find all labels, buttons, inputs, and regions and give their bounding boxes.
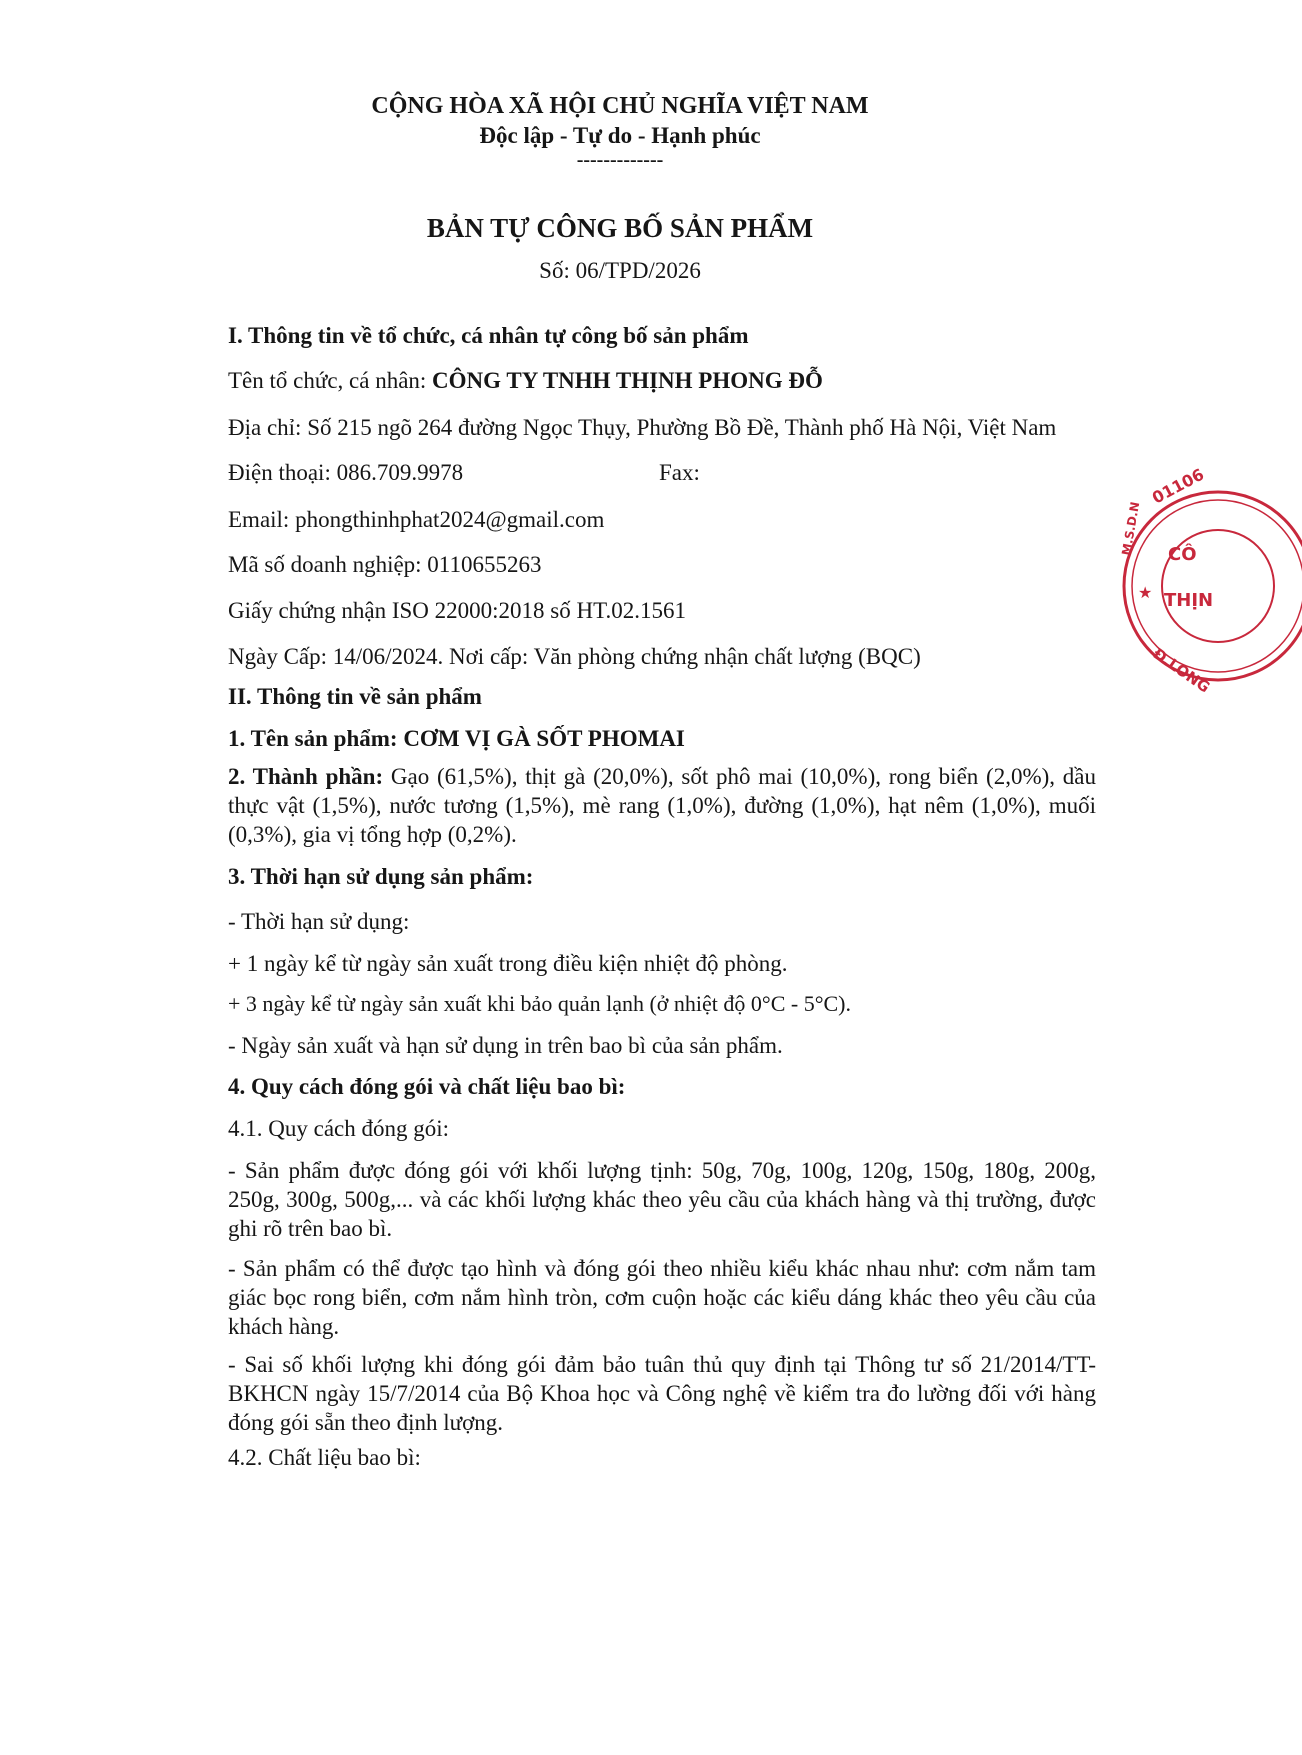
svg-text:THỊN: THỊN: [1164, 590, 1214, 611]
org-name: CÔNG TY TNHH THỊNH PHONG ĐỖ: [432, 368, 823, 393]
shelf-life-cold: + 3 ngày kể từ ngày sản xuất khi bảo quản lạnh (ở nhiệt độ 0°C - 5°C).: [228, 991, 852, 1016]
issue-line: Ngày Cấp: 14/06/2024. Nơi cấp: Văn phòng chứng nhận chất lượng (BQC): [228, 644, 921, 669]
shelf-life-note: - Ngày sản xuất và hạn sử dụng in trên bao bì của sản phẩm.: [228, 1033, 783, 1058]
org-name-line: [228, 369, 823, 392]
packaging-heading: 4. Quy cách đóng gói và chất liệu bao bì:: [228, 1074, 626, 1099]
ingredients-label: 2. Thành phần:: [228, 764, 384, 789]
address-line: Địa chỉ: Số 215 ngõ 264 đường Ngọc Thụy, Phường Bồ Đề, Thành phố Hà Nội, Việt Nam: [228, 415, 1057, 440]
svg-text:Đ.LONG: Đ.LONG: [1149, 644, 1214, 697]
iso-line: Giấy chứng nhận ISO 22000:2018 số HT.02.1561: [228, 598, 686, 623]
org-name-label: Tên tổ chức, cá nhân:: [228, 368, 433, 393]
svg-text:01106: 01106: [1148, 464, 1208, 508]
tax-code-line: Mã số doanh nghiệp: 0110655263: [228, 552, 542, 577]
ingredients-text: Gạo (61,5%), thịt gà (20,0%), sốt phô mai (10,0%), rong biển (2,0%), dầu thực vật (1,5%), nước tương (1,5%), mè rang (1,0%), đường (1,0%), hạt nêm (1,0%), muối (0,3%), gia vị tổng hợp (0,2%).: [228, 764, 1096, 847]
shelf-life-intro: - Thời hạn sử dụng:: [228, 909, 410, 934]
svg-text:M.S.D.N: M.S.D.N: [1119, 500, 1143, 557]
section2-heading: II. Thông tin về sản phẩm: [228, 684, 482, 709]
company-seal: [1119, 464, 1214, 697]
fax-line: Fax:: [659, 460, 700, 485]
document-number: Số: 06/TPD/2026: [539, 258, 701, 283]
svg-text:★: ★: [1138, 583, 1153, 602]
document-title: BẢN TỰ CÔNG BỐ SẢN PHẨM: [426, 213, 814, 243]
packaging-material-subheading: 4.2. Chất liệu bao bì:: [228, 1445, 421, 1470]
packaging-subheading: 4.1. Quy cách đóng gói:: [228, 1116, 450, 1141]
product-name-line: 1. Tên sản phẩm: CƠM VỊ GÀ SỐT PHOMAI: [228, 726, 685, 751]
packaging-shapes: - Sản phẩm có thể được tạo hình và đóng gói theo nhiều kiểu khác nhau như: cơm nắm tam giác bọc rong biển, cơm nắm hình tròn, cơm cuộn hoặc các kiểu dáng khác theo yêu cầu của khách hàng.: [228, 1256, 1096, 1339]
seal-graphic: [1119, 464, 1302, 697]
svg-text:CÔ: CÔ: [1168, 544, 1197, 565]
section1-heading: I. Thông tin về tổ chức, cá nhân tự công bố sản phẩm: [228, 323, 749, 348]
country-heading: CỘNG HÒA XÃ HỘI CHỦ NGHĨA VIỆT NAM: [371, 93, 869, 119]
national-motto: Độc lập - Tự do - Hạnh phúc: [479, 123, 761, 148]
packaging-tolerance: - Sai số khối lượng khi đóng gói đảm bảo tuân thủ quy định tại Thông tư số 21/2014/TT-BKHCN ngày 15/7/2014 của Bộ Khoa học và Công nghệ về kiểm tra đo lường đối với hàng đóng gói sẵn theo định lượng.: [228, 1352, 1096, 1435]
shelf-life-room: + 1 ngày kể từ ngày sản xuất trong điều kiện nhiệt độ phòng.: [228, 951, 788, 976]
ingredients-paragraph: [228, 762, 1096, 849]
phone-line: Điện thoại: 086.709.9978: [228, 460, 464, 485]
email-line: Email: phongthinhphat2024@gmail.com: [228, 507, 605, 532]
packaging-weights: - Sản phẩm được đóng gói với khối lượng tịnh: 50g, 70g, 100g, 120g, 150g, 180g, 200g, 250g, 300g, 500g,... và các khối lượng khác theo yêu cầu của khách hàng và thị trường, được ghi rõ trên bao bì.: [228, 1158, 1096, 1241]
header-divider: -------------: [576, 149, 664, 171]
shelf-life-heading: 3. Thời hạn sử dụng sản phẩm:: [228, 864, 534, 889]
